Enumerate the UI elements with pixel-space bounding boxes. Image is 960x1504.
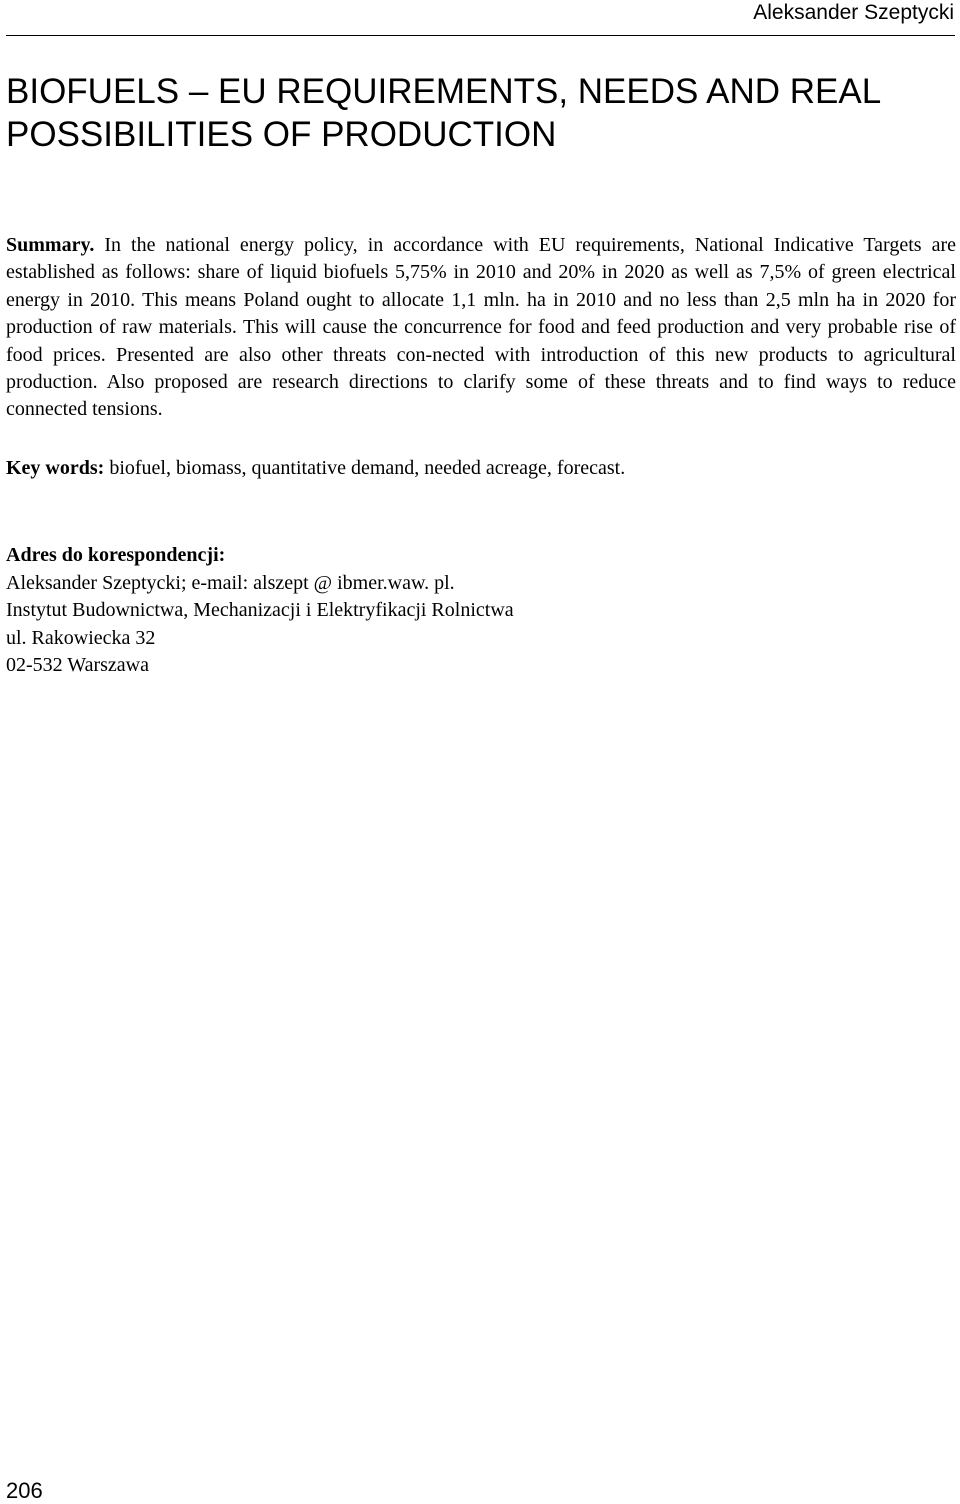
keywords-paragraph bbox=[6, 455, 956, 482]
correspondence-label: Adres do korespondencji: bbox=[6, 544, 226, 566]
summary-text: In the national energy policy, in accordance with EU requirements, National Indicative Targets are established as follows: share of liquid biofuels 5,75% in 2010 and 20% in 2020 as well as 7,5% of green electrical energy in 2010. This means Poland ought to allocate 1,1 mln. ha in 2010 and no less than 2,5 mln ha in 2020 for production of raw materials. This will cause the concurrence for food and feed production and very probable rise of food prices. Presented are also other threats con-nected with introduction of this new products to agricultural production. Also proposed are research directions to clarify some of these threats and to find ways to reduce connected tensions. bbox=[6, 234, 956, 421]
keywords-text: biofuel, biomass, quantitative demand, needed acreage, forecast. bbox=[109, 457, 626, 479]
keywords-label: Key words: bbox=[6, 457, 105, 479]
article-title bbox=[6, 70, 946, 156]
page-number: 206 bbox=[6, 1478, 43, 1503]
correspondence-city: 02-532 Warszawa bbox=[6, 654, 149, 676]
article-title-line-2: POSSIBILITIES OF PRODUCTION bbox=[6, 115, 557, 154]
summary-paragraph bbox=[6, 232, 956, 424]
correspondence-name-email: Aleksander Szeptycki; e-mail: alszept @ ibmer.waw. pl. bbox=[6, 571, 455, 594]
summary-label: Summary. bbox=[6, 234, 95, 256]
correspondence-institution: Instytut Budownictwa, Mechanizacji i Elektryfikacji Rolnictwa bbox=[6, 599, 514, 621]
header-rule bbox=[6, 35, 955, 36]
running-header-author: Aleksander Szeptycki bbox=[753, 1, 954, 24]
correspondence-block bbox=[6, 542, 956, 680]
article-title-line-1: BIOFUELS – EU REQUIREMENTS, NEEDS AND REAL bbox=[6, 72, 882, 111]
correspondence-street: ul. Rakowiecka 32 bbox=[6, 626, 156, 649]
